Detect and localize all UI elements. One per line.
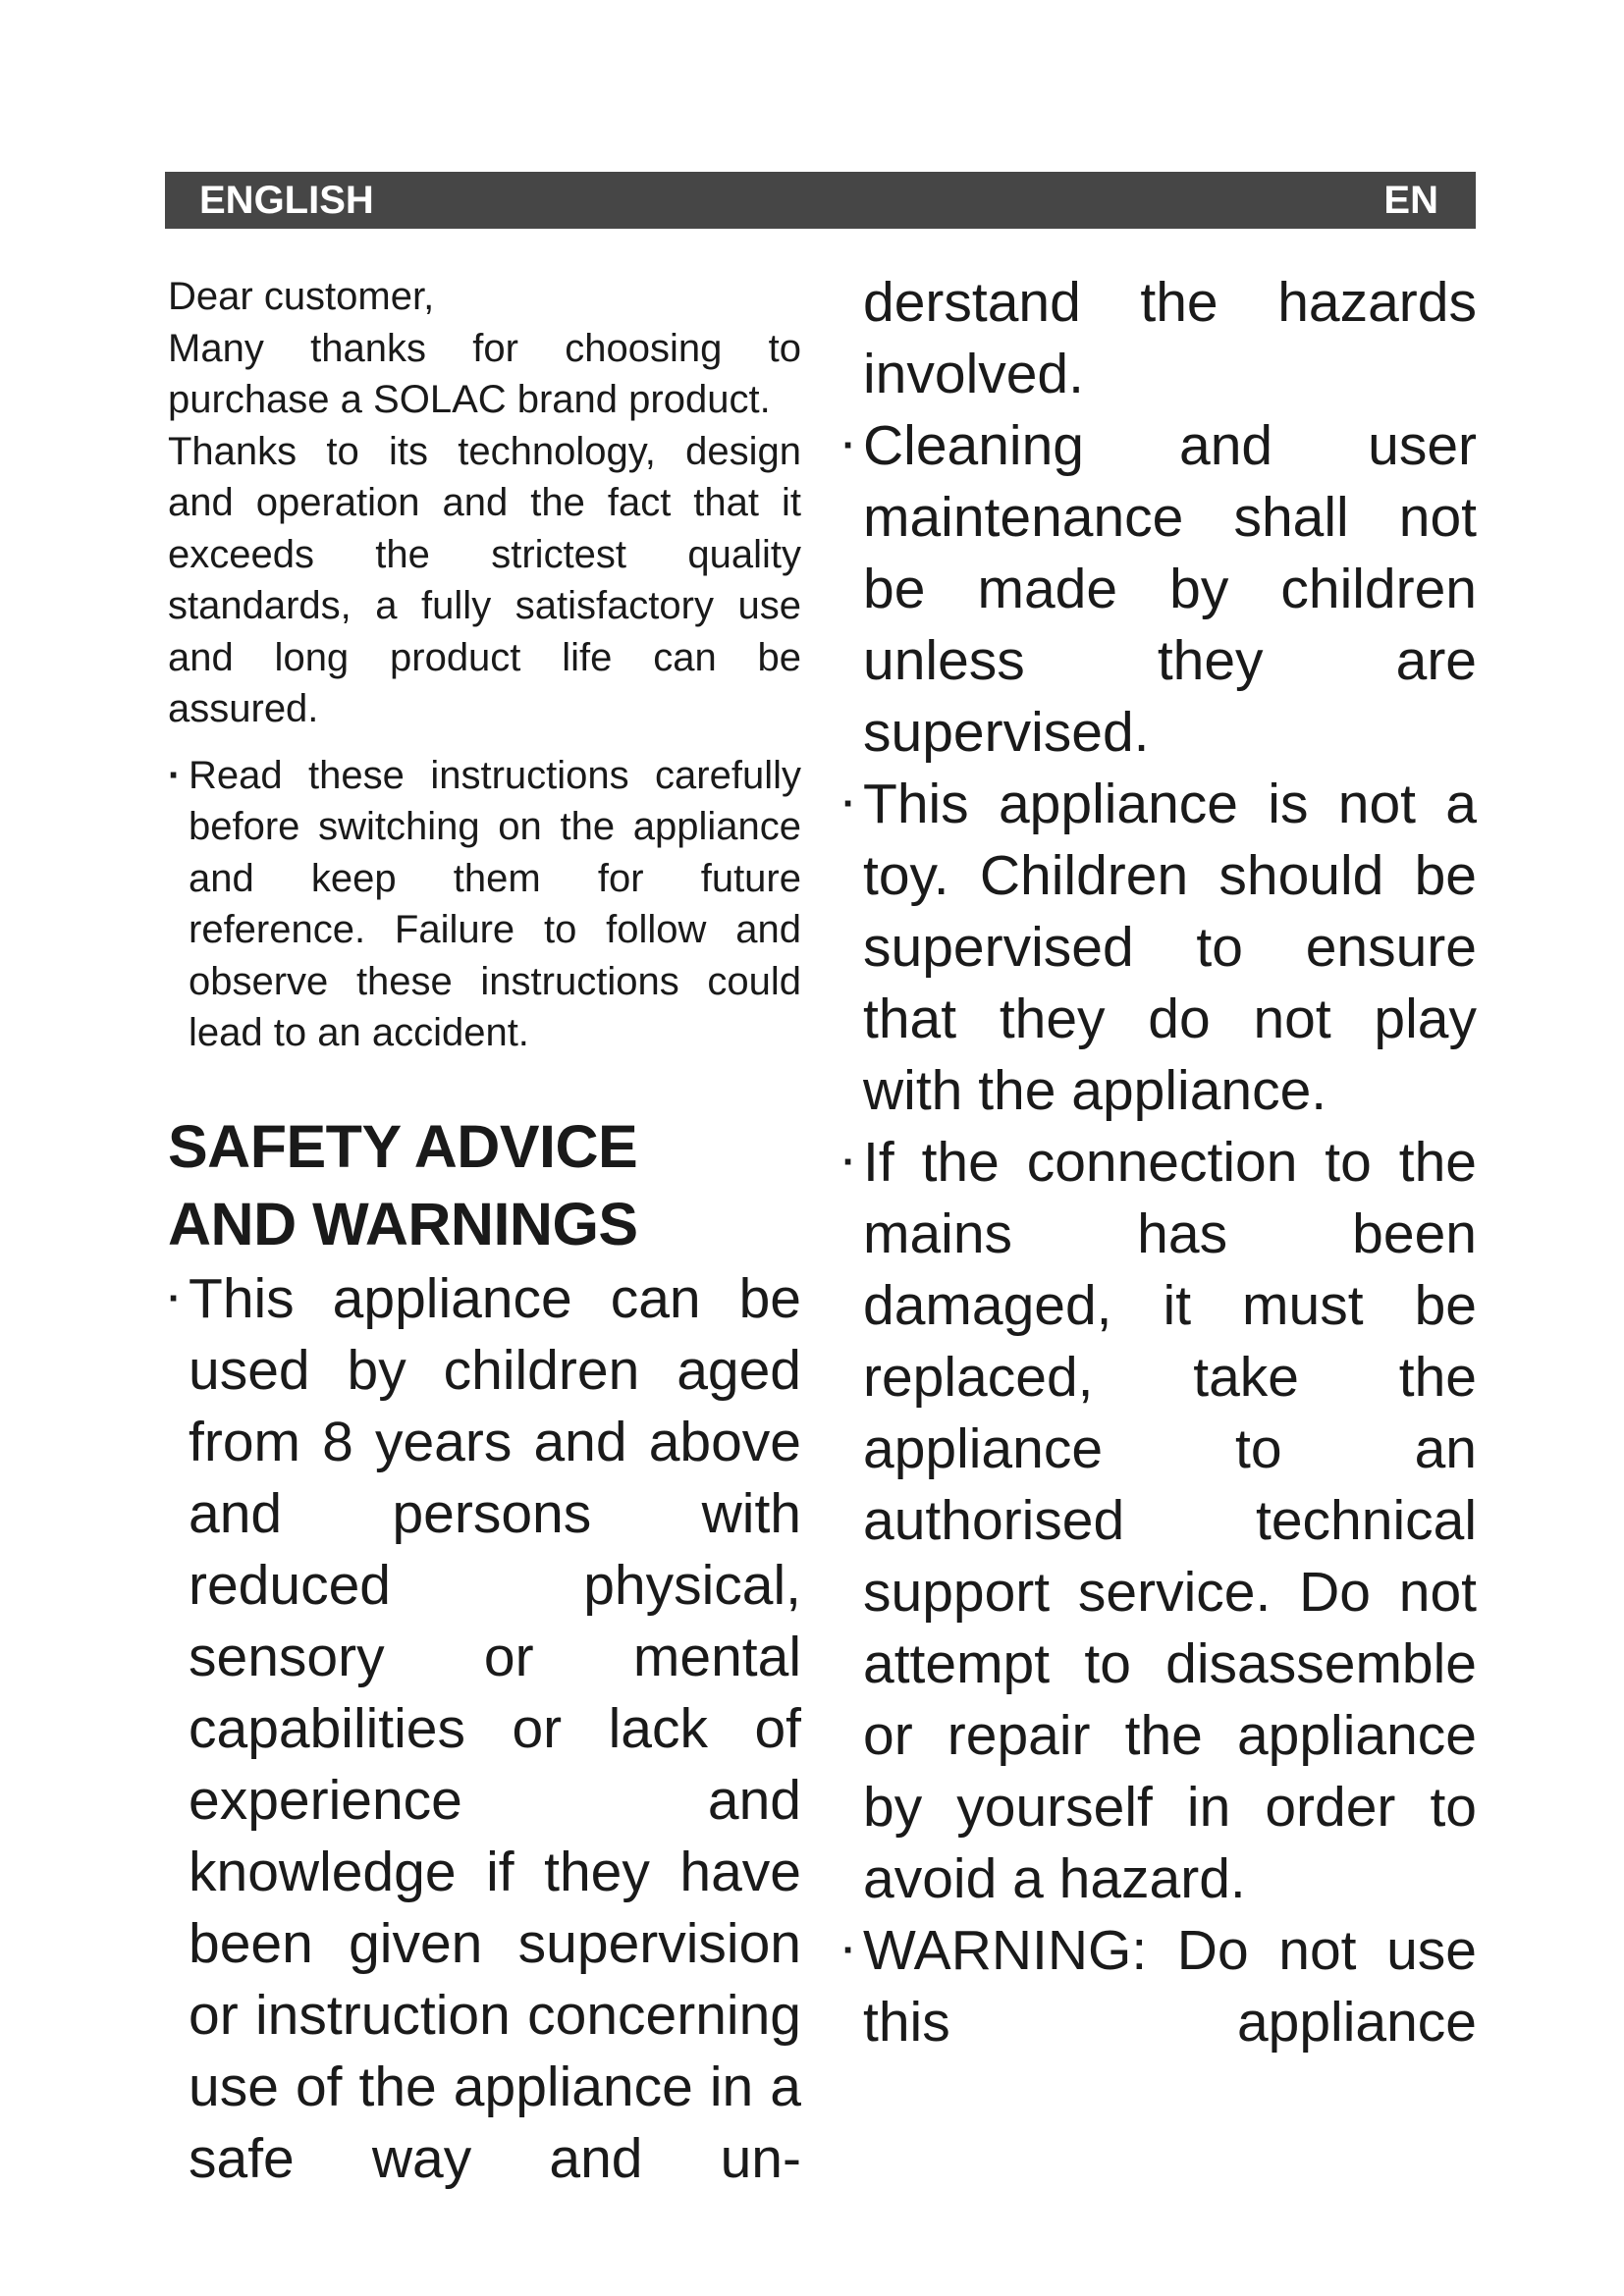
- safety-list-left: [168, 1263, 801, 2195]
- thanks-paragraph: Many thanks for choosing to purchase a SOLAC brand product.: [168, 326, 801, 421]
- not-toy-item: · This appliance is not a toy. Children should be supervised to ensure that they do not play with the appliance.: [863, 769, 1477, 1127]
- read-instructions-item: · Read these instructions carefully before switching on the appliance and keep them for future reference. Failure to follow and observe these instructions could lead to an accident.: [168, 750, 801, 1059]
- cleaning-item: · Cleaning and user maintenance shall not be made by children unless they are supervised.: [863, 410, 1477, 769]
- language-label: ENGLISH: [199, 178, 374, 222]
- safety-title-line2: AND WARNINGS: [168, 1190, 638, 1257]
- safety-list-right: [863, 267, 1477, 2058]
- mains-connection-item: · If the connection to the mains has been damaged, it must be replaced, take the appliance to an authorised technical support service. Do not attempt to disassemble or repair the appliance by yourself in order to avoid a hazard.: [863, 1127, 1477, 1915]
- language-code: EN: [1383, 178, 1438, 222]
- greeting: Dear customer,: [168, 275, 435, 318]
- safety-title: [168, 1108, 801, 1263]
- safety-title-line1: SAFETY ADVICE: [168, 1112, 638, 1180]
- language-header-bar: [165, 172, 1476, 229]
- left-column: [168, 271, 801, 2195]
- quality-paragraph: Thanks to its technology, design and operation and the fact that it exceeds the strictest quality standards, a fully satisfactory use and long product life can be assured.: [168, 429, 801, 730]
- children-use-item: · This appliance can be used by children aged from 8 years and above and persons with reduced physical, sensory or mental capabilities or lack of experience and knowledge if they have been given supervision or instruction concerning use of the appliance in a safe way and un-: [168, 1263, 801, 2195]
- warning-item: · WARNING: Do not use this appliance: [863, 1915, 1477, 2058]
- children-use-item-continued: derstand the hazards involved.: [863, 271, 1477, 405]
- right-column: [863, 267, 1477, 2058]
- notice-list: [168, 750, 801, 1059]
- intro-section: [168, 271, 801, 735]
